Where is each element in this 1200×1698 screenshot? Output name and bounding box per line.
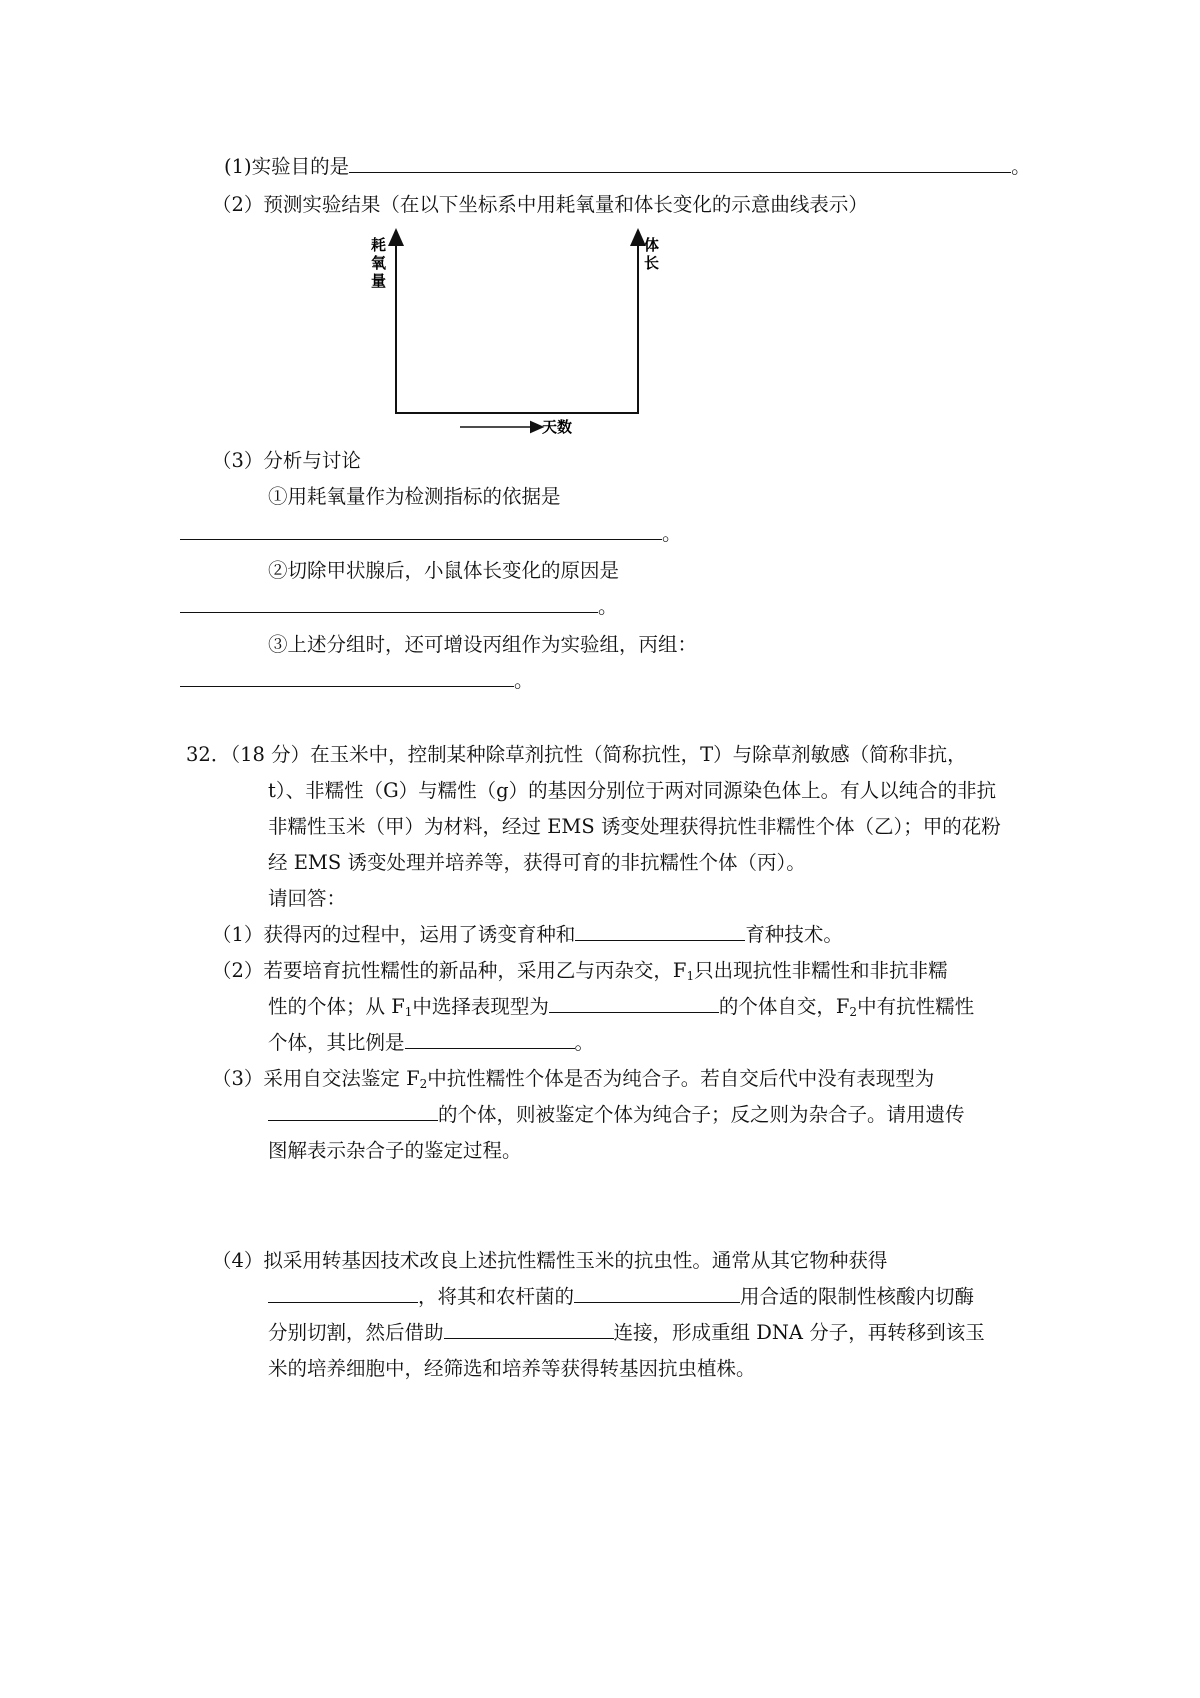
q31-sub3: ③上述分组时，还可增设丙组作为实验组，丙组： xyxy=(268,633,698,656)
q31-sub3-answer: 。 xyxy=(180,668,534,694)
q31-sub1: ①用耗氧量作为检测指标的依据是 xyxy=(268,485,561,508)
answer-blank[interactable] xyxy=(180,594,598,613)
q32-part2-line1: （2）若要培育抗性糯性的新品种，采用乙与丙杂交，$F_1$只出现抗性非糯性和非抗非糯 xyxy=(212,959,948,983)
q32-part2-line2: 性的个体；从 $F_1$中选择表现型为 的个体自交，$F_2$中有抗性糯性 xyxy=(268,995,975,1019)
answer-blank[interactable] xyxy=(268,1102,438,1121)
answer-blank[interactable] xyxy=(180,521,662,540)
x-axis-label: 天数 xyxy=(542,418,573,436)
q32-part4-line3: 分别切割，然后借助 连接，形成重组 DNA 分子，再转移到该玉 xyxy=(268,1321,985,1344)
answer-blank[interactable] xyxy=(180,668,514,687)
answer-blank[interactable] xyxy=(549,994,719,1013)
q32-intro-line2: t）、非糯性（G）与糯性（g）的基因分别位于两对同源染色体上。有人以纯合的非抗 xyxy=(268,779,997,802)
answer-blank[interactable] xyxy=(575,922,745,941)
q31-sub2: ②切除甲状腺后，小鼠体长变化的原因是 xyxy=(268,559,620,582)
answer-blank[interactable] xyxy=(268,1284,418,1303)
coordinate-graph xyxy=(368,228,668,438)
q31-sub1-answer: 。 xyxy=(180,521,682,547)
q32-part2-line3: 个体，其比例是 。 xyxy=(268,1031,595,1054)
q31-part1: (1)实验目的是 。 xyxy=(224,155,1031,178)
q32-part4-line4: 米的培养细胞中，经筛选和培养等获得转基因抗虫植株。 xyxy=(268,1357,756,1380)
left-axis-label-2: 氧 xyxy=(371,254,387,272)
q32-part3-line1: （3）采用自交法鉴定 $F_2$中抗性糯性个体是否为纯合子。若自交后代中没有表现型为 xyxy=(212,1067,935,1091)
answer-blank[interactable] xyxy=(349,154,1011,173)
answer-blank[interactable] xyxy=(574,1284,740,1303)
q31-part3-title: （3）分析与讨论 xyxy=(212,449,361,472)
answer-blank[interactable] xyxy=(444,1320,614,1339)
left-axis-label-1: 耗 xyxy=(371,236,387,254)
q32-ask: 请回答： xyxy=(268,887,347,910)
left-axis-label-3: 量 xyxy=(371,272,387,290)
answer-blank[interactable] xyxy=(405,1030,575,1049)
q31-sub2-answer: 。 xyxy=(180,594,618,620)
q32-part3-line2: 的个体，则被鉴定个体为纯合子；反之则为杂合子。请用遗传 xyxy=(268,1102,965,1128)
right-axis-label-2: 长 xyxy=(644,254,660,272)
right-axis-label-1: 体 xyxy=(644,236,660,254)
q32-part4-line2: ，将其和农杆菌的 用合适的限制性核酸内切酶 xyxy=(268,1284,974,1310)
q31-part2: （2）预测实验结果（在以下坐标系中用耗氧量和体长变化的示意曲线表示） xyxy=(212,193,868,216)
q32-intro-line1: 32．（18 分）在玉米中，控制某种除草剂抗性（简称抗性，T）与除草剂敏感（简称非抗， xyxy=(186,743,967,766)
q32-part3-line3: 图解表示杂合子的鉴定过程。 xyxy=(268,1139,522,1162)
q32-intro-line4: 经 EMS 诱变处理并培养等，获得可育的非抗糯性个体（丙）。 xyxy=(268,851,806,874)
q32-part1: （1）获得丙的过程中，运用了诱变育种和 育种技术。 xyxy=(212,923,843,946)
q32-intro-line3: 非糯性玉米（甲）为材料，经过 EMS 诱变处理获得抗性非糯性个体（乙）；甲的花粉 xyxy=(268,815,1001,838)
q32-part4-line1: （4）拟采用转基因技术改良上述抗性糯性玉米的抗虫性。通常从其它物种获得 xyxy=(212,1249,888,1272)
